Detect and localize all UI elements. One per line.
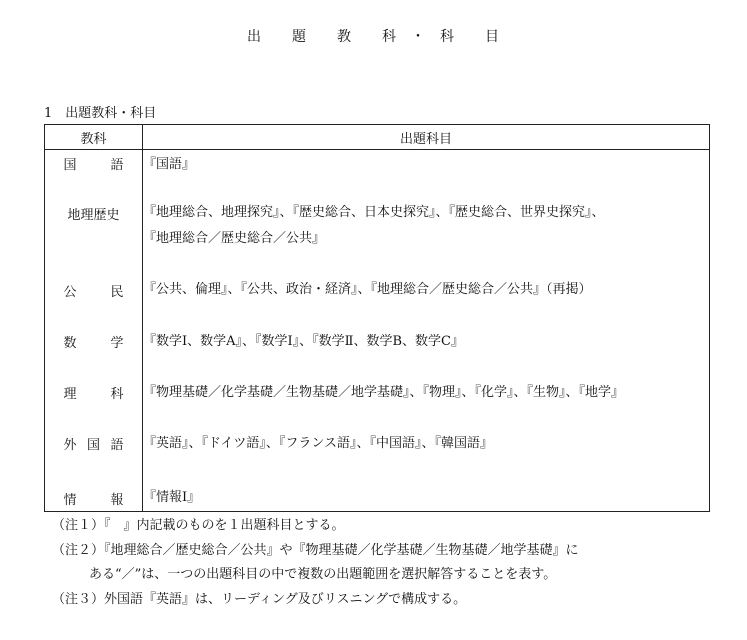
page-title-char: 科 (440, 29, 455, 45)
page-title-char: 出 (247, 29, 262, 45)
items-line: 『数学Ⅰ、数学A』、『数学Ⅰ』、『数学Ⅱ、数学B、数学C』 (143, 333, 464, 349)
subject-cell (45, 254, 143, 306)
subject-cell (45, 178, 143, 254)
table-row (45, 150, 710, 179)
items-cell (143, 150, 710, 179)
table-row (45, 459, 710, 512)
note-1: （注１）『 』内記載のものを１出題科目とする。 (52, 518, 345, 533)
items-line: 『地理総合／歴史総合／公共』 (143, 231, 326, 246)
section-heading: 1 出題教科・科目 (44, 106, 157, 121)
items-line: 『地理総合、地理探究』、『歴史総合、日本史探究』、『歴史総合、世界史探究』、 (143, 205, 605, 220)
page-title-char: ・ (411, 29, 426, 45)
items-cell (143, 459, 710, 512)
items-line: 『公共、倫理』、『公共、政治・経済』、『地理総合／歴史総合／公共』（再掲） (143, 282, 592, 297)
page-title-char: 教 (337, 29, 352, 45)
subject-name: 理科 (63, 387, 124, 402)
items-cell (143, 408, 710, 459)
subject-cell (45, 459, 143, 512)
subject-name: 数学 (63, 336, 124, 351)
items-line: 『情報Ⅰ』 (143, 490, 201, 505)
header-subject: 教科 (45, 125, 143, 150)
subject-name: 国語 (63, 158, 124, 173)
items-cell (143, 306, 710, 357)
items-cell (143, 178, 710, 254)
subject-name: 地理歴史 (67, 208, 120, 223)
table-header-row (45, 125, 710, 150)
subjects-table (44, 124, 710, 512)
note-2: （注２）『地理総合／歴史総合／公共』や『物理基礎／化学基礎／生物基礎／地学基礎』に (52, 542, 579, 558)
subject-name: 外国語 (63, 438, 124, 453)
items-line: 『国語』 (143, 157, 196, 172)
subject-cell (45, 408, 143, 459)
note-2-continuation: ある“／”は、一つの出題科目の中で複数の出題範囲を選択解答することを表す。 (89, 567, 557, 582)
subject-name: 公民 (63, 284, 124, 300)
table-row (45, 357, 710, 408)
subject-cell (45, 150, 143, 179)
table-row (45, 306, 710, 357)
items-cell (143, 254, 710, 306)
page-title (0, 26, 747, 46)
note-3: （注３）外国語『英語』は、リーディング及びリスニングで構成する。 (52, 591, 467, 607)
items-cell (143, 357, 710, 408)
page-title-char: 目 (485, 29, 500, 45)
subject-cell (45, 306, 143, 357)
subject-name: 情報 (63, 492, 124, 508)
items-line: 『英語』、『ドイツ語』、『フランス語』、『中国語』、『韓国語』 (143, 435, 493, 451)
header-items: 出題科目 (143, 125, 710, 150)
table-row (45, 254, 710, 306)
page-title-char: 科 (382, 29, 397, 45)
page-title-char: 題 (292, 29, 307, 45)
notes (52, 514, 579, 612)
table-row (45, 178, 710, 254)
table-row (45, 408, 710, 459)
items-line: 『物理基礎／化学基礎／生物基礎／地学基礎』、『物理』、『化学』、『生物』、『地学』 (143, 384, 625, 400)
subject-cell (45, 357, 143, 408)
